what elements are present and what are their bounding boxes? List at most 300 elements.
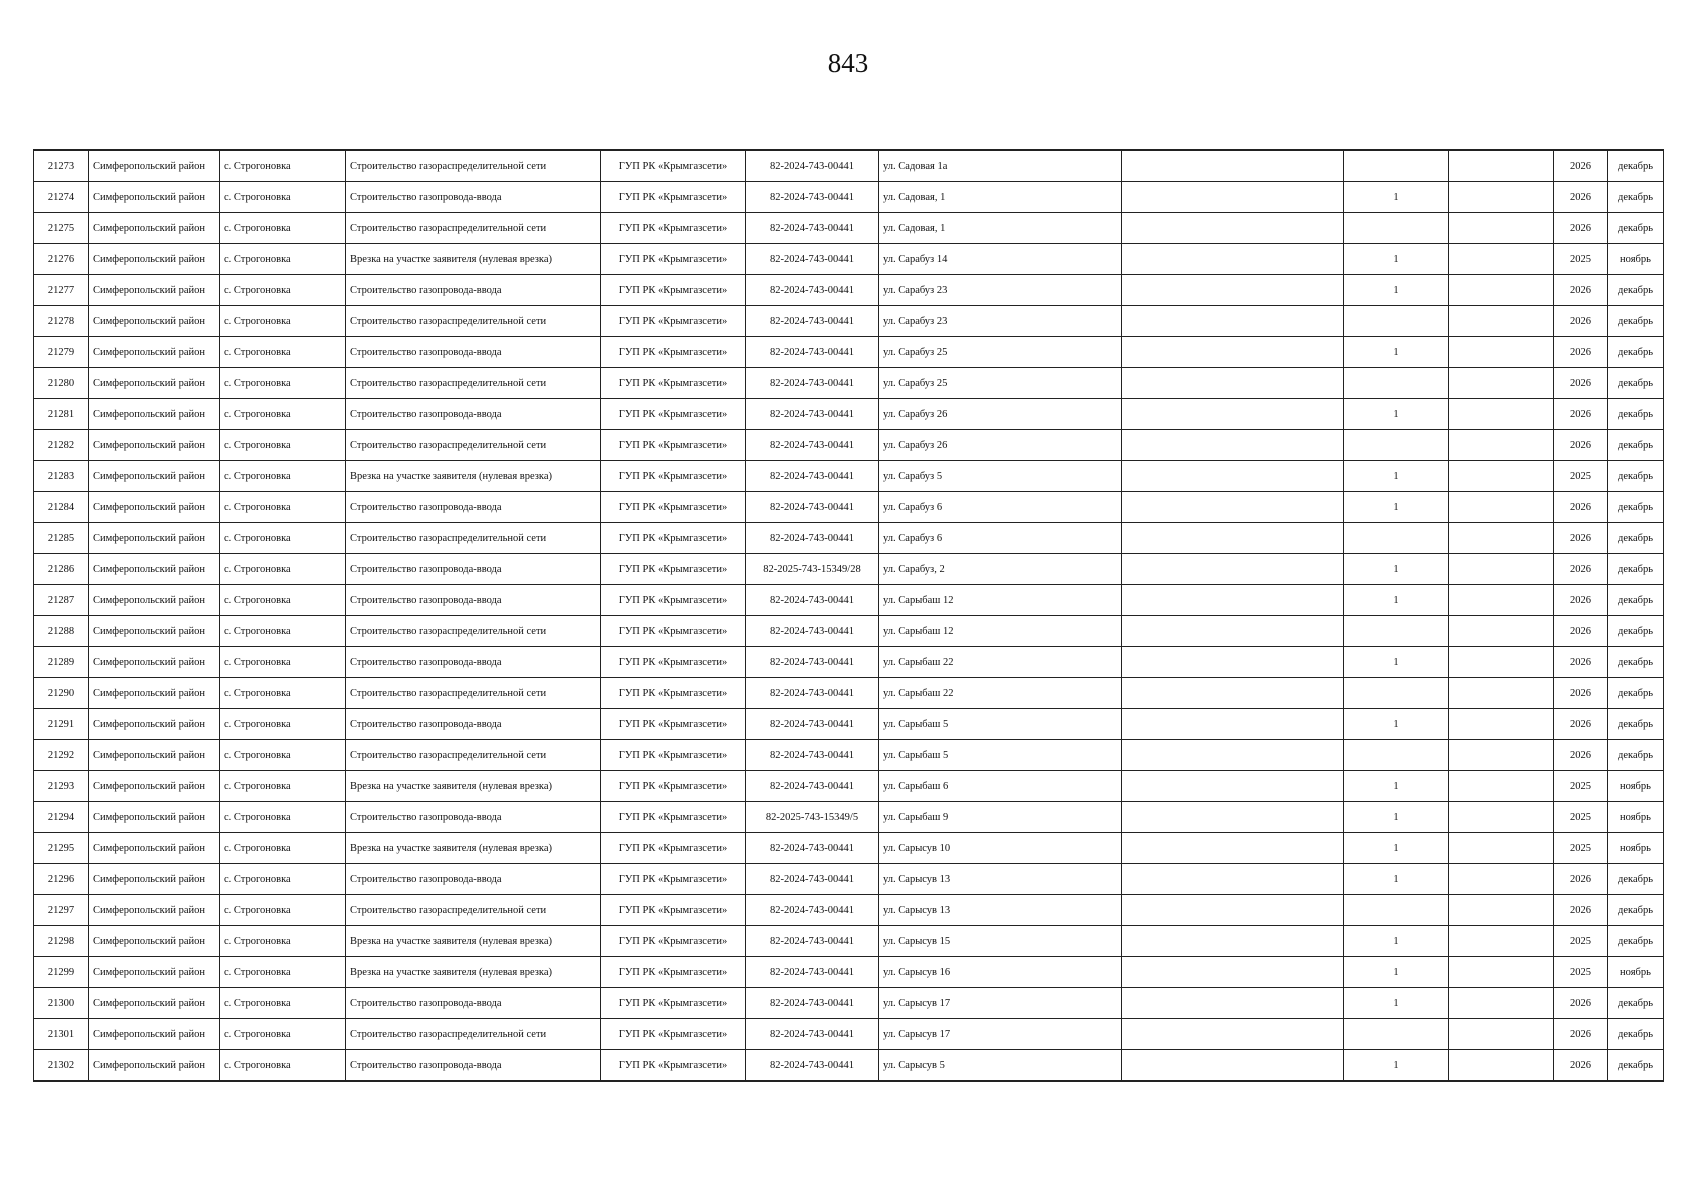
month-cell: декабрь [1608,182,1664,213]
empty-cell [1122,616,1344,647]
table-row [34,461,1664,492]
village-cell: с. Строгоновка [220,864,346,895]
organization-cell: ГУП РК «Крымгазсети» [601,244,746,275]
empty-cell [1122,1050,1344,1082]
organization-cell: ГУП РК «Крымгазсети» [601,399,746,430]
district-cell: Симферопольский район [89,554,220,585]
month-cell: декабрь [1608,585,1664,616]
row-number: 21274 [34,182,89,213]
empty-cell [1122,585,1344,616]
row-number: 21296 [34,864,89,895]
work-type-cell: Врезка на участке заявителя (нулевая врезка) [346,461,601,492]
count-cell: 1 [1344,337,1449,368]
table-row [34,337,1664,368]
row-number: 21301 [34,1019,89,1050]
row-number: 21273 [34,150,89,182]
permit-number-cell: 82-2024-743-00441 [746,306,879,337]
permit-number-cell: 82-2024-743-00441 [746,461,879,492]
village-cell: с. Строгоновка [220,1019,346,1050]
empty-cell [1449,709,1554,740]
table-row [34,864,1664,895]
empty-cell [1122,523,1344,554]
table-row [34,740,1664,771]
year-cell: 2026 [1554,709,1608,740]
count-cell [1344,523,1449,554]
year-cell: 2026 [1554,368,1608,399]
month-cell: декабрь [1608,647,1664,678]
permit-number-cell: 82-2024-743-00441 [746,957,879,988]
table-row [34,988,1664,1019]
organization-cell: ГУП РК «Крымгазсети» [601,337,746,368]
count-cell [1344,430,1449,461]
work-type-cell: Строительство газопровода-ввода [346,554,601,585]
village-cell: с. Строгоновка [220,337,346,368]
month-cell: ноябрь [1608,802,1664,833]
organization-cell: ГУП РК «Крымгазсети» [601,1050,746,1082]
village-cell: с. Строгоновка [220,709,346,740]
count-cell [1344,678,1449,709]
year-cell: 2025 [1554,833,1608,864]
organization-cell: ГУП РК «Крымгазсети» [601,368,746,399]
month-cell: декабрь [1608,554,1664,585]
organization-cell: ГУП РК «Крымгазсети» [601,213,746,244]
empty-cell [1122,895,1344,926]
organization-cell: ГУП РК «Крымгазсети» [601,1019,746,1050]
organization-cell: ГУП РК «Крымгазсети» [601,616,746,647]
page-number: 843 [827,48,869,78]
empty-cell [1122,833,1344,864]
row-number: 21290 [34,678,89,709]
organization-cell: ГУП РК «Крымгазсети» [601,926,746,957]
village-cell: с. Строгоновка [220,1050,346,1082]
table-row [34,368,1664,399]
row-number: 21277 [34,275,89,306]
district-cell: Симферопольский район [89,895,220,926]
work-type-cell: Строительство газопровода-ввода [346,337,601,368]
permit-number-cell: 82-2024-743-00441 [746,895,879,926]
empty-cell [1449,430,1554,461]
address-cell: ул. Сарабуз 26 [879,430,1122,461]
permit-number-cell: 82-2024-743-00441 [746,523,879,554]
empty-cell [1449,337,1554,368]
row-number: 21292 [34,740,89,771]
organization-cell: ГУП РК «Крымгазсети» [601,647,746,678]
year-cell: 2026 [1554,523,1608,554]
organization-cell: ГУП РК «Крымгазсети» [601,771,746,802]
year-cell: 2026 [1554,306,1608,337]
empty-cell [1449,616,1554,647]
work-type-cell: Строительство газораспределительной сети [346,678,601,709]
organization-cell: ГУП РК «Крымгазсети» [601,802,746,833]
empty-cell [1122,244,1344,275]
month-cell: декабрь [1608,150,1664,182]
village-cell: с. Строгоновка [220,926,346,957]
organization-cell: ГУП РК «Крымгазсети» [601,678,746,709]
row-number: 21302 [34,1050,89,1082]
village-cell: с. Строгоновка [220,647,346,678]
table-row [34,957,1664,988]
organization-cell: ГУП РК «Крымгазсети» [601,182,746,213]
empty-cell [1122,957,1344,988]
empty-cell [1449,275,1554,306]
year-cell: 2026 [1554,988,1608,1019]
district-cell: Симферопольский район [89,523,220,554]
empty-cell [1449,306,1554,337]
permit-number-cell: 82-2024-743-00441 [746,244,879,275]
empty-cell [1122,399,1344,430]
address-cell: ул. Сарыбаш 9 [879,802,1122,833]
year-cell: 2026 [1554,150,1608,182]
empty-cell [1122,306,1344,337]
organization-cell: ГУП РК «Крымгазсети» [601,275,746,306]
row-number: 21294 [34,802,89,833]
month-cell: ноябрь [1608,833,1664,864]
table-row [34,554,1664,585]
village-cell: с. Строгоновка [220,833,346,864]
work-type-cell: Строительство газопровода-ввода [346,647,601,678]
district-cell: Симферопольский район [89,244,220,275]
month-cell: декабрь [1608,740,1664,771]
month-cell: декабрь [1608,926,1664,957]
village-cell: с. Строгоновка [220,213,346,244]
empty-cell [1449,864,1554,895]
organization-cell: ГУП РК «Крымгазсети» [601,988,746,1019]
permit-number-cell: 82-2024-743-00441 [746,492,879,523]
permit-number-cell: 82-2024-743-00441 [746,864,879,895]
organization-cell: ГУП РК «Крымгазсети» [601,740,746,771]
permit-number-cell: 82-2024-743-00441 [746,616,879,647]
address-cell: ул. Садовая, 1 [879,182,1122,213]
address-cell: ул. Сарыбаш 22 [879,678,1122,709]
address-cell: ул. Сарыбаш 5 [879,709,1122,740]
count-cell: 1 [1344,647,1449,678]
empty-cell [1449,740,1554,771]
empty-cell [1122,771,1344,802]
month-cell: декабрь [1608,988,1664,1019]
organization-cell: ГУП РК «Крымгазсети» [601,585,746,616]
village-cell: с. Строгоновка [220,616,346,647]
table-row [34,895,1664,926]
table-row [34,678,1664,709]
address-cell: ул. Сарабуз, 2 [879,554,1122,585]
address-cell: ул. Сарыбаш 22 [879,647,1122,678]
row-number: 21293 [34,771,89,802]
district-cell: Симферопольский район [89,213,220,244]
count-cell: 1 [1344,275,1449,306]
empty-cell [1122,337,1344,368]
empty-cell [1449,182,1554,213]
row-number: 21287 [34,585,89,616]
address-cell: ул. Сарысув 17 [879,988,1122,1019]
address-cell: ул. Сарыбаш 12 [879,585,1122,616]
address-cell: ул. Сарысув 17 [879,1019,1122,1050]
permit-number-cell: 82-2024-743-00441 [746,585,879,616]
permit-number-cell: 82-2024-743-00441 [746,430,879,461]
permit-number-cell: 82-2024-743-00441 [746,647,879,678]
address-cell: ул. Сарабуз 6 [879,492,1122,523]
count-cell: 1 [1344,709,1449,740]
work-type-cell: Строительство газопровода-ввода [346,802,601,833]
work-type-cell: Строительство газораспределительной сети [346,213,601,244]
address-cell: ул. Садовая, 1 [879,213,1122,244]
empty-cell [1449,150,1554,182]
work-type-cell: Строительство газораспределительной сети [346,895,601,926]
permit-number-cell: 82-2024-743-00441 [746,771,879,802]
work-type-cell: Строительство газораспределительной сети [346,306,601,337]
year-cell: 2026 [1554,740,1608,771]
count-cell: 1 [1344,244,1449,275]
work-type-cell: Строительство газопровода-ввода [346,709,601,740]
organization-cell: ГУП РК «Крымгазсети» [601,461,746,492]
district-cell: Симферопольский район [89,647,220,678]
permit-number-cell: 82-2024-743-00441 [746,275,879,306]
district-cell: Симферопольский район [89,678,220,709]
empty-cell [1122,368,1344,399]
permit-number-cell: 82-2024-743-00441 [746,988,879,1019]
permit-number-cell: 82-2024-743-00441 [746,182,879,213]
work-type-cell: Строительство газораспределительной сети [346,740,601,771]
work-type-cell: Строительство газопровода-ввода [346,585,601,616]
district-cell: Симферопольский район [89,275,220,306]
year-cell: 2026 [1554,585,1608,616]
year-cell: 2026 [1554,647,1608,678]
work-type-cell: Врезка на участке заявителя (нулевая врезка) [346,244,601,275]
month-cell: декабрь [1608,616,1664,647]
work-type-cell: Строительство газораспределительной сети [346,616,601,647]
organization-cell: ГУП РК «Крымгазсети» [601,492,746,523]
month-cell: ноябрь [1608,957,1664,988]
table-row [34,399,1664,430]
row-number: 21284 [34,492,89,523]
month-cell: декабрь [1608,337,1664,368]
year-cell: 2025 [1554,957,1608,988]
row-number: 21297 [34,895,89,926]
village-cell: с. Строгоновка [220,554,346,585]
year-cell: 2026 [1554,1019,1608,1050]
village-cell: с. Строгоновка [220,368,346,399]
address-cell: ул. Сарысув 10 [879,833,1122,864]
work-type-cell: Строительство газораспределительной сети [346,368,601,399]
address-cell: ул. Садовая 1а [879,150,1122,182]
table-row [34,275,1664,306]
empty-cell [1122,988,1344,1019]
organization-cell: ГУП РК «Крымгазсети» [601,523,746,554]
address-cell: ул. Сарыбаш 6 [879,771,1122,802]
month-cell: ноябрь [1608,244,1664,275]
month-cell: декабрь [1608,523,1664,554]
year-cell: 2025 [1554,244,1608,275]
count-cell: 1 [1344,182,1449,213]
row-number: 21282 [34,430,89,461]
table-row [34,430,1664,461]
row-number: 21299 [34,957,89,988]
row-number: 21300 [34,988,89,1019]
count-cell [1344,895,1449,926]
organization-cell: ГУП РК «Крымгазсети» [601,895,746,926]
month-cell: декабрь [1608,306,1664,337]
row-number: 21280 [34,368,89,399]
count-cell: 1 [1344,926,1449,957]
organization-cell: ГУП РК «Крымгазсети» [601,554,746,585]
work-type-cell: Строительство газопровода-ввода [346,1050,601,1082]
empty-cell [1122,926,1344,957]
permit-number-cell: 82-2024-743-00441 [746,150,879,182]
year-cell: 2026 [1554,430,1608,461]
empty-cell [1449,585,1554,616]
empty-cell [1122,802,1344,833]
count-cell: 1 [1344,864,1449,895]
address-cell: ул. Сарыбаш 5 [879,740,1122,771]
table-row [34,926,1664,957]
month-cell: декабрь [1608,678,1664,709]
count-cell: 1 [1344,833,1449,864]
empty-cell [1122,182,1344,213]
empty-cell [1449,523,1554,554]
row-number: 21298 [34,926,89,957]
count-cell [1344,306,1449,337]
year-cell: 2026 [1554,399,1608,430]
year-cell: 2025 [1554,926,1608,957]
address-cell: ул. Сарабуз 14 [879,244,1122,275]
district-cell: Симферопольский район [89,709,220,740]
row-number: 21288 [34,616,89,647]
permit-number-cell: 82-2024-743-00441 [746,399,879,430]
permit-number-cell: 82-2024-743-00441 [746,1050,879,1082]
permit-number-cell: 82-2024-743-00441 [746,1019,879,1050]
year-cell: 2026 [1554,554,1608,585]
year-cell: 2026 [1554,1050,1608,1082]
table-row [34,647,1664,678]
count-cell: 1 [1344,492,1449,523]
empty-cell [1449,895,1554,926]
table-row [34,1019,1664,1050]
empty-cell [1449,647,1554,678]
count-cell [1344,616,1449,647]
month-cell: декабрь [1608,709,1664,740]
row-number: 21283 [34,461,89,492]
address-cell: ул. Сарабуз 23 [879,306,1122,337]
address-cell: ул. Сарыбаш 12 [879,616,1122,647]
village-cell: с. Строгоновка [220,430,346,461]
district-cell: Симферопольский район [89,399,220,430]
work-type-cell: Строительство газопровода-ввода [346,182,601,213]
village-cell: с. Строгоновка [220,150,346,182]
empty-cell [1122,709,1344,740]
district-cell: Симферопольский район [89,988,220,1019]
empty-cell [1449,399,1554,430]
permit-number-cell: 82-2024-743-00441 [746,678,879,709]
month-cell: декабрь [1608,461,1664,492]
month-cell: декабрь [1608,399,1664,430]
work-type-cell: Строительство газораспределительной сети [346,150,601,182]
empty-cell [1122,461,1344,492]
empty-cell [1449,244,1554,275]
row-number: 21279 [34,337,89,368]
address-cell: ул. Сарысув 13 [879,864,1122,895]
district-cell: Симферопольский район [89,616,220,647]
permit-number-cell: 82-2024-743-00441 [746,926,879,957]
row-number: 21276 [34,244,89,275]
row-number: 21275 [34,213,89,244]
work-type-cell: Строительство газопровода-ввода [346,399,601,430]
work-type-cell: Врезка на участке заявителя (нулевая врезка) [346,957,601,988]
address-cell: ул. Сарабуз 6 [879,523,1122,554]
empty-cell [1449,926,1554,957]
empty-cell [1122,275,1344,306]
empty-cell [1122,864,1344,895]
district-cell: Симферопольский район [89,771,220,802]
table-row [34,1050,1664,1082]
district-cell: Симферопольский район [89,833,220,864]
address-cell: ул. Сарабуз 25 [879,337,1122,368]
month-cell: декабрь [1608,1019,1664,1050]
permit-number-cell: 82-2025-743-15349/5 [746,802,879,833]
year-cell: 2026 [1554,616,1608,647]
empty-cell [1449,988,1554,1019]
table-row [34,213,1664,244]
table-row [34,492,1664,523]
address-cell: ул. Сарабуз 26 [879,399,1122,430]
organization-cell: ГУП РК «Крымгазсети» [601,306,746,337]
address-cell: ул. Сарабуз 23 [879,275,1122,306]
district-cell: Симферопольский район [89,182,220,213]
count-cell: 1 [1344,554,1449,585]
table-row [34,771,1664,802]
village-cell: с. Строгоновка [220,771,346,802]
empty-cell [1122,430,1344,461]
district-cell: Симферопольский район [89,864,220,895]
permit-number-cell: 82-2025-743-15349/28 [746,554,879,585]
year-cell: 2026 [1554,492,1608,523]
work-type-cell: Строительство газопровода-ввода [346,492,601,523]
count-cell [1344,368,1449,399]
row-number: 21281 [34,399,89,430]
empty-cell [1122,740,1344,771]
table-row [34,244,1664,275]
empty-cell [1122,1019,1344,1050]
count-cell [1344,740,1449,771]
permit-number-cell: 82-2024-743-00441 [746,368,879,399]
month-cell: декабрь [1608,275,1664,306]
village-cell: с. Строгоновка [220,740,346,771]
address-cell: ул. Сарабуз 5 [879,461,1122,492]
district-cell: Симферопольский район [89,740,220,771]
organization-cell: ГУП РК «Крымгазсети» [601,864,746,895]
month-cell: декабрь [1608,895,1664,926]
work-type-cell: Врезка на участке заявителя (нулевая врезка) [346,926,601,957]
empty-cell [1122,554,1344,585]
empty-cell [1122,647,1344,678]
count-cell: 1 [1344,399,1449,430]
year-cell: 2026 [1554,337,1608,368]
work-type-cell: Строительство газораспределительной сети [346,523,601,554]
count-cell: 1 [1344,1050,1449,1082]
empty-cell [1122,678,1344,709]
district-cell: Симферопольский район [89,1019,220,1050]
row-number: 21291 [34,709,89,740]
village-cell: с. Строгоновка [220,492,346,523]
district-cell: Симферопольский район [89,957,220,988]
village-cell: с. Строгоновка [220,182,346,213]
empty-cell [1122,492,1344,523]
village-cell: с. Строгоновка [220,802,346,833]
permit-number-cell: 82-2024-743-00441 [746,213,879,244]
year-cell: 2026 [1554,864,1608,895]
count-cell: 1 [1344,771,1449,802]
village-cell: с. Строгоновка [220,957,346,988]
table-row [34,150,1664,182]
year-cell: 2025 [1554,771,1608,802]
